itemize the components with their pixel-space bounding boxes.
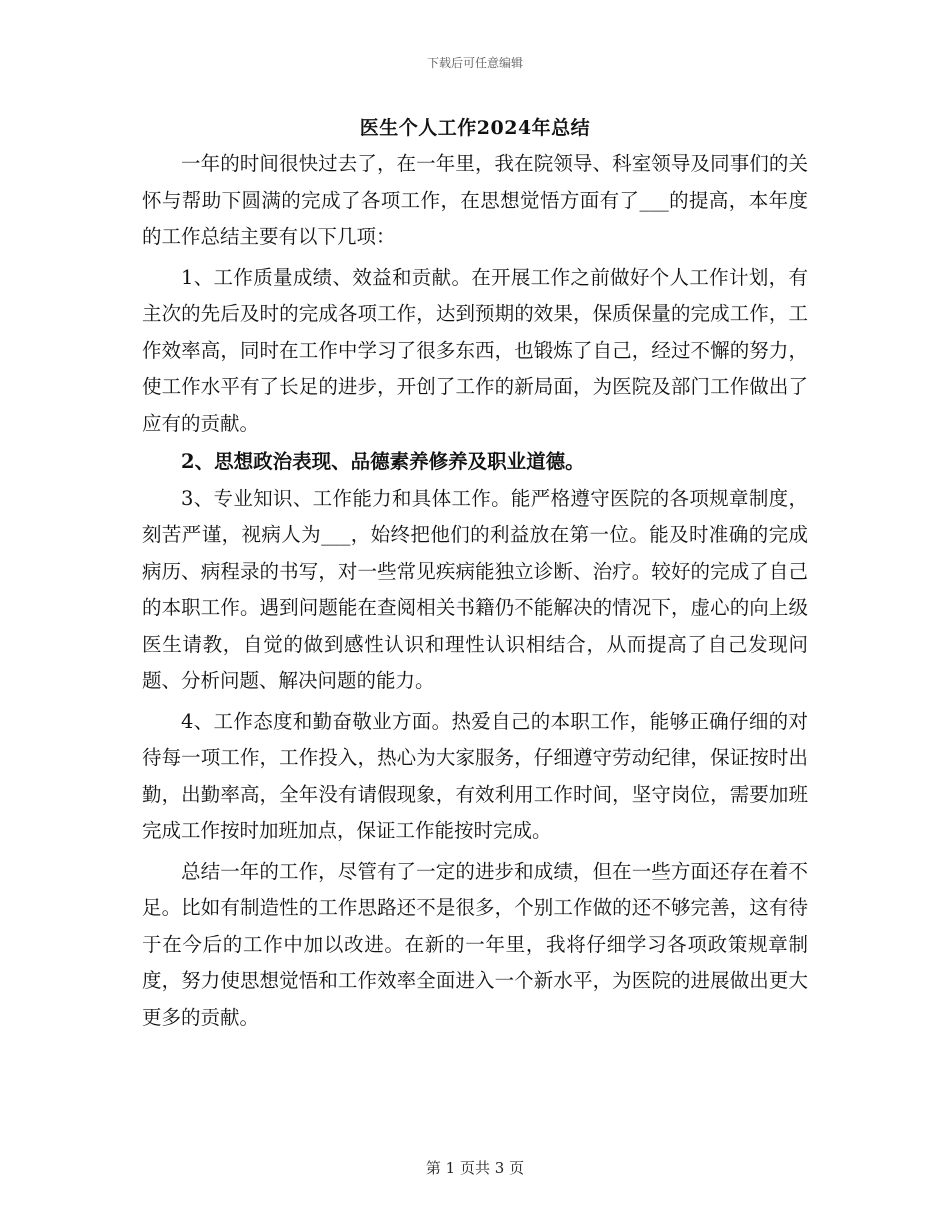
conclusion-paragraph: 总结一年的工作，尽管有了一定的进步和成绩，但在一些方面还存在着不足。比如有制造性的工作思路还不是很多，个别工作做的还不够完善，这有待于在今后的工作中加以改进。在新的一年里，我将仔细学习各项政策规章制度，努力使思想觉悟和工作效率全面进入一个新水平，为医院的进展做出更大更多的贡献。 — [142, 859, 808, 1029]
document-title: 医生个人工作2024年总结 — [359, 117, 591, 139]
section-3-paragraph: 3、专业知识、工作能力和具体工作。能严格遵守医院的各项规章制度，刻苦严谨，视病人为___，始终把他们的利益放在第一位。能及时准确的完成病历、病程录的书写，对一些常见疾病能独立诊断、治疗。较好的完成了自己的本职工作。遇到问题能在查阅相关书籍仍不能解决的情况下，虚心的向上级医生请教，自觉的做到感性认识和理性认识相结合，从而提高了自己发现问题、分析问题、解决问题的能力。 — [142, 486, 808, 692]
header-note: 下载后可任意编辑 — [426, 56, 523, 70]
section-2-heading: 2、思想政治表现、品德素养修养及职业道德。 — [181, 450, 585, 473]
page-footer: 第 1 页共 3 页 — [425, 1159, 525, 1177]
intro-paragraph: 一年的时间很快过去了，在一年里，我在院领导、科室领导及同事们的关怀与帮助下圆满的完成了各项工作，在思想觉悟方面有了___的提高，本年度的工作总结主要有以下几项： — [142, 152, 808, 248]
section-1-paragraph: 1、工作质量成绩、效益和贡献。在开展工作之前做好个人工作计划，有主次的先后及时的完成各项工作，达到预期的效果，保质保量的完成工作，工作效率高，同时在工作中学习了很多东西，也锻炼了自己，经过不懈的努力，使工作水平有了长足的进步，开创了工作的新局面，为医院及部门工作做出了应有的贡献。 — [142, 265, 808, 435]
document-body — [142, 146, 808, 1036]
section-4-paragraph: 4、工作态度和勤奋敬业方面。热爱自己的本职工作，能够正确仔细的对待每一项工作，工作投入，热心为大家服务，仔细遵守劳动纪律，保证按时出勤，出勤率高，全年没有请假现象，有效利用工作时间，坚守岗位，需要加班完成工作按时加班加点，保证工作能按时完成。 — [142, 709, 808, 842]
